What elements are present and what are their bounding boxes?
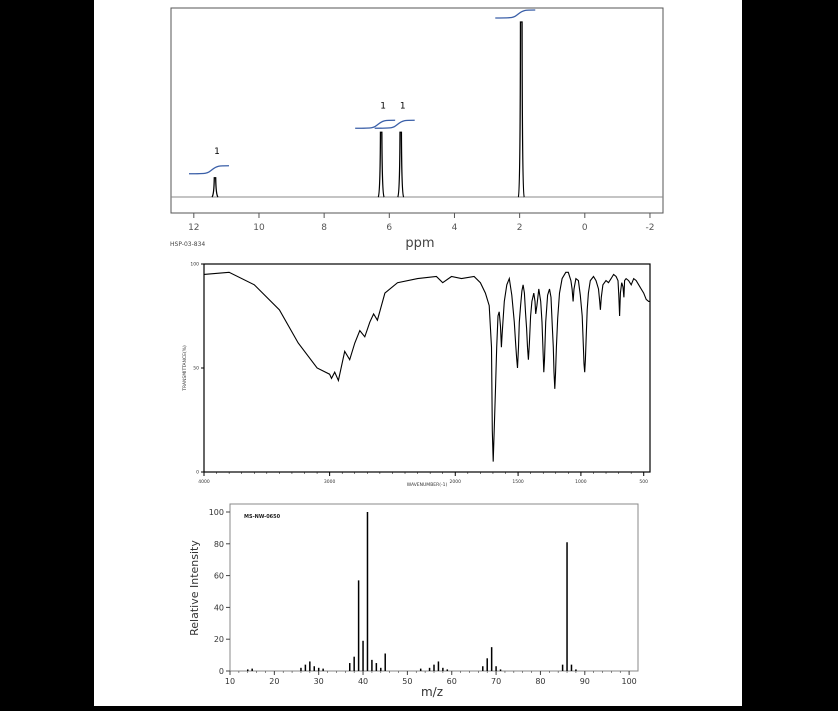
- nmr-x-tick-label: 12: [188, 223, 200, 233]
- ms-x-tick-label: 100: [621, 677, 637, 686]
- ms-frame: [230, 504, 638, 671]
- ir-frame: [204, 264, 650, 472]
- ir-y-tick-label: 100: [190, 262, 199, 268]
- nmr-x-axis-label: ppm: [405, 236, 435, 251]
- ms-y-tick-label: 40: [213, 603, 224, 613]
- ir-y-tick-label: 0: [196, 470, 199, 476]
- ir-x-tick-label: 500: [639, 480, 649, 485]
- nmr-integral-label: 1: [399, 101, 406, 112]
- nmr-spectrum: [170, 0, 663, 251]
- ms-y-axis-label: Relative Intensity: [188, 540, 201, 636]
- nmr-x-tick-label: 6: [386, 223, 393, 233]
- nmr-x-tick-label: 2: [516, 223, 523, 233]
- ms-x-tick-label: 60: [446, 677, 457, 686]
- ir-y-axis-label: TRANSMITTANCE(%): [183, 345, 188, 391]
- ms-x-tick-label: 10: [224, 677, 236, 686]
- nmr-x-axis: [188, 213, 654, 233]
- ms-x-tick-label: 80: [535, 677, 546, 686]
- ms-y-tick-label: 100: [208, 508, 224, 517]
- ms-x-tick-label: 70: [490, 677, 502, 686]
- nmr-x-tick-label: 0: [581, 223, 588, 233]
- nmr-code-label: HSP-03-834: [170, 241, 206, 248]
- ms-title: MS-NW-0650: [244, 514, 281, 520]
- nmr-x-tick-label: 4: [451, 223, 458, 233]
- ir-spectrum: [182, 262, 650, 489]
- nmr-frame: [171, 8, 663, 213]
- ir-y-tick-label: 50: [193, 366, 199, 372]
- ir-x-axis-label: WAVENUMBER(-1): [406, 483, 448, 488]
- nmr-integral-label: 1: [214, 146, 220, 157]
- ms-x-tick-label: 50: [402, 677, 413, 686]
- nmr-integral-label: [520, 0, 526, 1]
- nmr-x-tick-label: 8: [321, 223, 328, 233]
- ir-x-tick-label: 3000: [323, 480, 336, 485]
- ms-x-tick-label: 30: [313, 677, 324, 686]
- ms-x-tick-label: 90: [579, 677, 590, 686]
- ir-x-tick-label: 1500: [512, 480, 524, 485]
- ms-y-tick-label: 80: [213, 539, 224, 549]
- ir-x-tick-label: 2000: [449, 480, 461, 485]
- ms-y-tick-label: 60: [213, 571, 224, 581]
- ms-y-tick-label: 0: [218, 667, 224, 676]
- spectra-sheet: [94, 0, 742, 706]
- ms-x-tick-label: 40: [357, 677, 369, 686]
- ms-x-tick-label: 20: [269, 677, 280, 686]
- ir-x-tick-label: 4000: [198, 480, 210, 485]
- nmr-x-tick-label: 10: [253, 223, 265, 233]
- nmr-integral-label: 1: [380, 101, 387, 112]
- ms-y-tick-label: 20: [213, 635, 224, 645]
- nmr-x-tick-label: -2: [645, 223, 655, 233]
- spectra-svg: [94, 0, 742, 706]
- ir-x-tick-label: 1000: [575, 480, 587, 485]
- ms-x-axis-label: m/z: [420, 685, 444, 699]
- mass-spectrum: [188, 504, 638, 699]
